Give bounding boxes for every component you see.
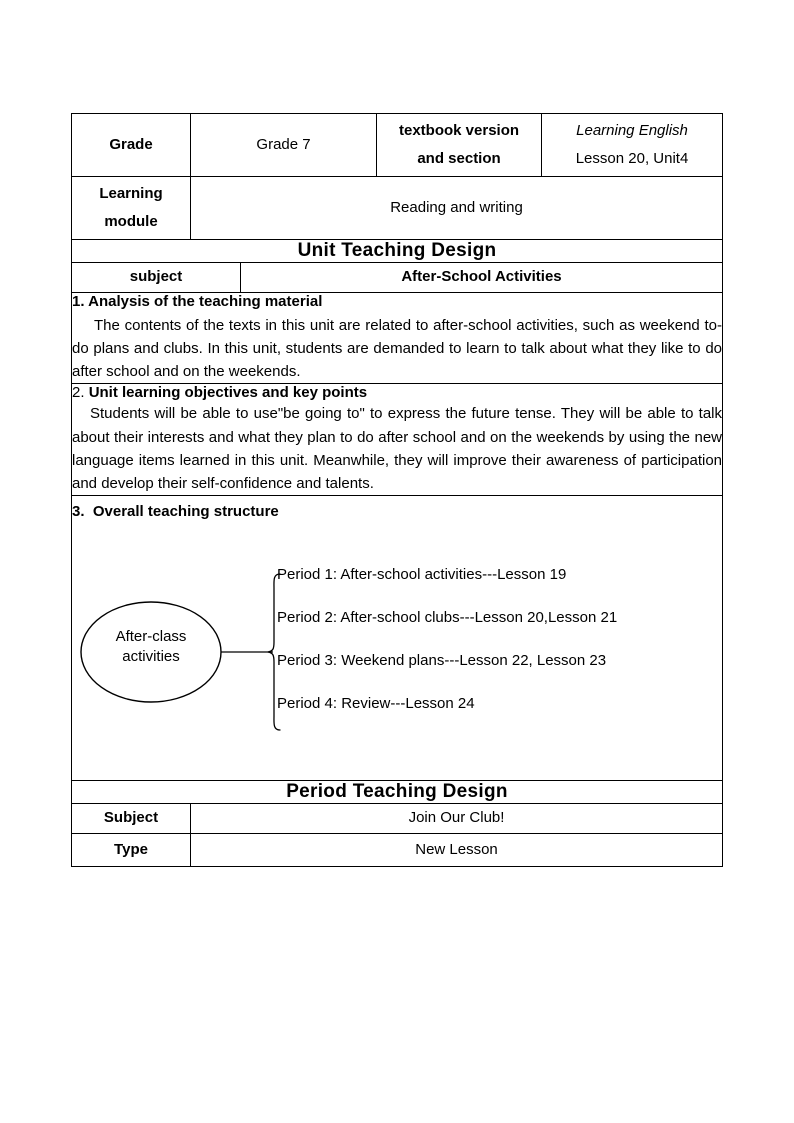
ellipse-label-line2: activities — [122, 648, 180, 665]
section-1-title: Analysis of the teaching material — [88, 292, 323, 310]
period-item: Period 1: After-school activities---Lesson 19 — [277, 565, 567, 583]
table-row-period-subject — [72, 804, 723, 834]
section-1-body: The contents of the texts in this unit are related to after-school activities, such as weekend to-do plans and clubs. In this unit, students are demanded to learn to talk about what they like to do after school and on the weekends. — [72, 316, 723, 380]
learning-module-label — [72, 177, 191, 240]
textbook-version-label-line1: textbook version — [399, 121, 520, 139]
grade-label: Grade — [72, 114, 191, 177]
section-3-number: 3. — [72, 502, 85, 520]
ellipse-node-label — [81, 627, 221, 668]
period-item: Period 4: Review---Lesson 24 — [277, 694, 475, 712]
section-2-body: Students will be able to use"be going to" to express the future tense. They will be able to talk about their interests and what they plan to do after school and on the weekends by using the new language items learned in this unit. Meanwhile, they will improve their awareness of participation and develop their self-confidence and talents. — [72, 405, 723, 492]
period-list — [277, 553, 707, 725]
period-subject-value: Join Our Club! — [191, 804, 723, 834]
learning-module-value: Reading and writing — [191, 177, 723, 240]
textbook-lesson-unit: Lesson 20, Unit4 — [575, 150, 689, 167]
textbook-title: Learning English — [576, 121, 688, 139]
learning-module-label-line2: module — [104, 213, 158, 230]
subject-label: subject — [72, 263, 241, 293]
lesson-plan-table — [71, 113, 723, 867]
section-1-number: 1. — [72, 292, 85, 310]
table-row-grade — [72, 114, 723, 177]
period-item: Period 3: Weekend plans---Lesson 22, Lesson 23 — [277, 651, 607, 669]
learning-module-label-line1: Learning — [99, 184, 163, 202]
textbook-version-label-line2: and section — [417, 150, 501, 167]
section-2-title: Unit learning objectives and key points — [88, 384, 368, 402]
section-analysis-of-teaching-material — [72, 292, 723, 384]
period-type-label: Type — [72, 833, 191, 866]
section-3-title: Overall teaching structure — [92, 502, 279, 520]
teaching-structure-diagram — [72, 524, 722, 774]
section-2-heading — [72, 384, 722, 401]
section-overall-teaching-structure — [72, 496, 723, 781]
table-row-unit-banner — [72, 240, 723, 263]
subject-value: After-School Activities — [241, 263, 723, 293]
section-unit-learning-objectives — [72, 384, 723, 496]
table-row-section-2 — [72, 384, 723, 496]
table-row-learning-module — [72, 177, 723, 240]
ellipse-label-line1: After-class — [115, 627, 187, 645]
section-1-heading — [72, 293, 722, 310]
unit-teaching-design-title: Unit Teaching Design — [72, 240, 723, 263]
section-2-number: 2. — [72, 384, 85, 402]
textbook-version-label — [377, 114, 542, 177]
table-row-period-banner — [72, 781, 723, 804]
grade-value: Grade 7 — [191, 114, 377, 177]
table-row-subject — [72, 263, 723, 293]
period-teaching-design-title: Period Teaching Design — [72, 781, 723, 804]
table-row-period-type — [72, 833, 723, 866]
section-3-heading — [72, 503, 722, 520]
period-item: Period 2: After-school clubs---Lesson 20,Lesson 21 — [277, 608, 618, 626]
table-row-section-1 — [72, 292, 723, 384]
table-row-section-3 — [72, 496, 723, 781]
lesson-plan-document — [71, 113, 722, 867]
period-type-value: New Lesson — [191, 833, 723, 866]
textbook-version-value — [542, 114, 723, 177]
period-subject-label: Subject — [72, 804, 191, 834]
